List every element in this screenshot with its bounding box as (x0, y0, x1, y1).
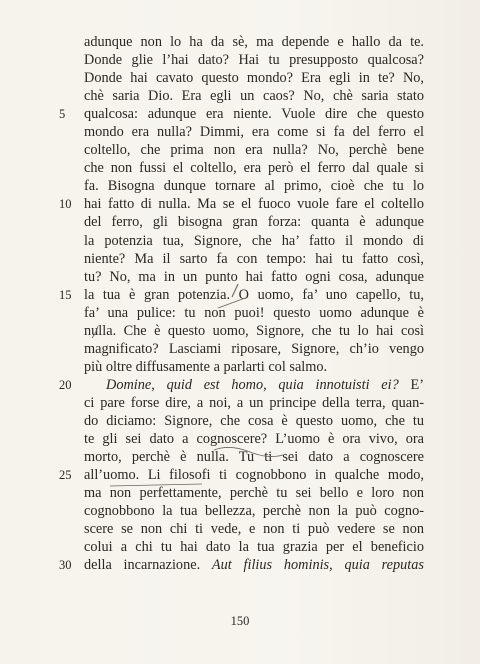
text-segment: cognobbono la tua bellezza, perchè non la può cogno- (84, 503, 424, 520)
text-line (59, 105, 424, 123)
text-line (59, 286, 424, 304)
text-line (84, 484, 424, 502)
text-segment: fa’ una pulice: tu non puoi! questo uomo adunque è (84, 304, 424, 321)
text-line (84, 430, 424, 448)
text-line (84, 358, 424, 376)
text-segment: mondo era nulla? Dimmi, era come si fa del ferro el (84, 124, 424, 141)
text-segment: nulla. Che è questo uomo, Signore, che tu lo hai così (84, 322, 424, 339)
text-line (84, 448, 424, 466)
text-segment: Donde glie l’hai dato? Hai tu presupposto qualcosa? (84, 52, 424, 69)
line-number: 5 (59, 107, 66, 122)
text-line (84, 159, 424, 177)
latin-quote: Aut filius hominis, quia reputas (211, 557, 424, 574)
text-segment: niente? Ma il sarto fa con tempo: hai tu fatto così, (84, 250, 424, 267)
body-text (59, 33, 424, 574)
text-segment: più oltre diffusamente a parlarti col salmo. (84, 358, 328, 375)
text-line (84, 502, 424, 520)
text-segment: fa. Bisogna dunque tornare al primo, cioè che tu lo (84, 178, 424, 195)
text-line (84, 340, 424, 358)
text-line (84, 520, 424, 538)
text-segment: morto, perchè è nulla. Tu ti sei dato a cognoscere (84, 449, 424, 466)
text-segment: coltello, che prima non era nulla? No, perchè bene (84, 142, 424, 159)
text-segment: ci pare forse dire, a noi, a un principe della terra, quan- (84, 394, 424, 411)
text-line (59, 195, 424, 213)
text-segment: chè saria Dio. Era egli un caos? No, chè saria stato (84, 88, 424, 105)
text-segment: del ferro, gli bisogna gran forza: quanta è adunque (84, 214, 424, 231)
text-segment: E’ (398, 376, 424, 393)
text-segment: ma non perfettamente, perchè tu sei bello e loro non (84, 485, 424, 502)
text-line (84, 538, 424, 556)
text-segment: magnificato? Lasciami riposare, Signore, ch’io vengo (84, 340, 424, 357)
text-segment: della incarnazione. (84, 557, 212, 574)
text-segment: qualcosa: adunque era niente. Vuole dire che questo (84, 106, 424, 123)
text-line (84, 232, 424, 250)
text-segment: colui a chi tu hai dato la tua grazia per el beneficio (84, 539, 424, 556)
text-line (84, 412, 424, 430)
text-segment: scere se non chi ti vede, e non ti può vedere se non (84, 521, 424, 538)
text-line (84, 123, 424, 141)
text-segment: la potenzia tua, Signore, che ha’ fatto il mondo di (84, 232, 424, 249)
text-segment: te gli sei dato a cognoscere? L’uomo è ora vivo, ora (84, 431, 424, 448)
text-line (84, 304, 424, 322)
text-line (84, 394, 424, 412)
text-line (84, 322, 424, 340)
text-line (84, 33, 424, 51)
text-line (84, 177, 424, 195)
text-segment: hai fatto di nulla. Ma se el fuoco vuole fare el coltello (84, 196, 424, 213)
text-segment: la tua è gran potenzia. O uomo, fa’ uno capello, tu, (84, 286, 424, 303)
latin-quote: Domine, quid est homo, quia innotuisti ei? (106, 376, 399, 393)
text-segment: tu? No, ma in un punto hai fatto ogni cosa, adunque (84, 268, 424, 285)
line-number: 10 (59, 197, 72, 212)
text-segment: do diciamo: Signore, che cosa è questo uomo, che tu (84, 412, 424, 429)
text-line (59, 466, 424, 484)
text-line (84, 213, 424, 231)
text-segment: adunque non lo ha da sè, ma depende e hallo da te. (84, 34, 424, 50)
line-number: 25 (59, 468, 72, 483)
text-line (59, 556, 424, 574)
text-line (59, 376, 424, 394)
text-segment: Donde hai cavato questo mondo? Era egli in te? No, (84, 70, 424, 87)
text-line (84, 69, 424, 87)
line-number: 15 (59, 287, 72, 302)
text-segment: all’uomo. Li filosofi ti cognobbono in qualche modo, (84, 467, 424, 484)
text-line (84, 268, 424, 286)
text-segment: che non fussi el coltello, era però el ferro dal quale si (84, 160, 424, 177)
text-line (84, 141, 424, 159)
text-line (84, 250, 424, 268)
line-number: 30 (59, 558, 72, 573)
text-line (84, 51, 424, 69)
page-number: 150 (230, 614, 250, 628)
text-line (84, 87, 424, 105)
line-number: 20 (59, 377, 72, 392)
